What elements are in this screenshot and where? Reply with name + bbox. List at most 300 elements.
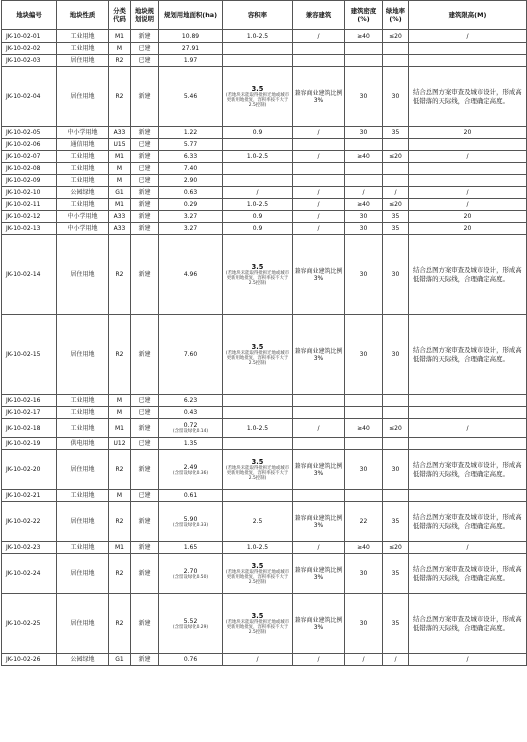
cell-far bbox=[223, 554, 293, 594]
cell-code: M bbox=[109, 175, 131, 187]
table-row bbox=[2, 163, 527, 175]
cell-id: JK-10-02-24 bbox=[2, 554, 57, 594]
cell-height: / bbox=[409, 30, 527, 43]
cell-nature: 居住用地 bbox=[57, 502, 109, 542]
cell-compat: / bbox=[293, 223, 345, 235]
cell-id: JK-10-02-26 bbox=[2, 654, 57, 666]
cell-code: U15 bbox=[109, 139, 131, 151]
cell-area: 2.90 bbox=[159, 175, 223, 187]
cell-far: / bbox=[223, 187, 293, 199]
cell-area: 7.60 bbox=[159, 315, 223, 395]
cell-far: 1.0-2.5 bbox=[223, 419, 293, 438]
area-note: (含留设绿化0.36) bbox=[172, 470, 209, 476]
cell-height: 结合总图方案审查及城市设计，形成高低错落的天际线，合理确定高度。 bbox=[409, 450, 527, 490]
cell-height: / bbox=[409, 542, 527, 554]
table-row bbox=[2, 450, 527, 490]
cell-code: G1 bbox=[109, 187, 131, 199]
far-note: (若地块未能取得批拆迁地或城市更新用地批复，容积率按不大于2.5控制) bbox=[225, 350, 290, 366]
cell-id: JK-10-02-19 bbox=[2, 438, 57, 450]
cell-nature: 居住用地 bbox=[57, 315, 109, 395]
cell-id: JK-10-02-13 bbox=[2, 223, 57, 235]
cell-status: 新建 bbox=[131, 211, 159, 223]
cell-status: 新建 bbox=[131, 30, 159, 43]
cell-status: 新建 bbox=[131, 187, 159, 199]
table-row bbox=[2, 554, 527, 594]
cell-area: 3.27 bbox=[159, 223, 223, 235]
cell-density: ≥40 bbox=[345, 151, 383, 163]
cell-code: R2 bbox=[109, 450, 131, 490]
header-category-code: 分类代码 bbox=[109, 1, 131, 30]
cell-far bbox=[223, 407, 293, 419]
cell-code: M bbox=[109, 395, 131, 407]
cell-height: / bbox=[409, 419, 527, 438]
cell-compat: 兼容商业建筑比例3% bbox=[293, 594, 345, 654]
cell-green bbox=[383, 395, 409, 407]
cell-id: JK-10-02-02 bbox=[2, 43, 57, 55]
cell-code: R2 bbox=[109, 502, 131, 542]
area-value: 2.70 bbox=[183, 567, 198, 575]
area-note: (含留设绿化0.33) bbox=[172, 522, 209, 528]
cell-height bbox=[409, 407, 527, 419]
cell-area: 1.65 bbox=[159, 542, 223, 554]
cell-density: 30 bbox=[345, 127, 383, 139]
cell-compat: / bbox=[293, 151, 345, 163]
cell-far: 0.9 bbox=[223, 211, 293, 223]
area-note: (含留设绿化0.14) bbox=[172, 429, 209, 434]
cell-code: M1 bbox=[109, 30, 131, 43]
cell-height: / bbox=[409, 199, 527, 211]
cell-compat bbox=[293, 175, 345, 187]
cell-status: 新建 bbox=[131, 542, 159, 554]
header-land-nature: 地块性质 bbox=[57, 1, 109, 30]
cell-nature: 中小学用地 bbox=[57, 223, 109, 235]
cell-nature: 工业用地 bbox=[57, 419, 109, 438]
cell-far bbox=[223, 450, 293, 490]
cell-area bbox=[159, 502, 223, 542]
cell-nature: 通信用地 bbox=[57, 139, 109, 151]
cell-nature: 工业用地 bbox=[57, 30, 109, 43]
cell-status: 已建 bbox=[131, 43, 159, 55]
cell-code: A33 bbox=[109, 211, 131, 223]
cell-far: 2.5 bbox=[223, 502, 293, 542]
cell-far bbox=[223, 43, 293, 55]
cell-status: 新建 bbox=[131, 199, 159, 211]
header-plot-id: 地块编号 bbox=[2, 1, 57, 30]
cell-area: 3.27 bbox=[159, 211, 223, 223]
cell-height: 结合总图方案审查及城市设计，形成高低错落的天际线，合理确定高度。 bbox=[409, 502, 527, 542]
cell-green: 30 bbox=[383, 315, 409, 395]
cell-nature: 居住用地 bbox=[57, 235, 109, 315]
cell-code: R2 bbox=[109, 235, 131, 315]
table-row bbox=[2, 223, 527, 235]
table-row bbox=[2, 502, 527, 542]
cell-green: ≤20 bbox=[383, 199, 409, 211]
cell-compat bbox=[293, 395, 345, 407]
cell-far bbox=[223, 490, 293, 502]
cell-status: 新建 bbox=[131, 450, 159, 490]
cell-height bbox=[409, 43, 527, 55]
cell-far bbox=[223, 163, 293, 175]
table-row bbox=[2, 175, 527, 187]
cell-height: / bbox=[409, 151, 527, 163]
cell-nature: 供电用地 bbox=[57, 438, 109, 450]
far-note: (若地块未能取得批拆迁地或城市更新用地批复，容积率按不大于2.5控制) bbox=[225, 569, 290, 585]
table-row bbox=[2, 542, 527, 554]
cell-nature: 工业用地 bbox=[57, 175, 109, 187]
table-row bbox=[2, 43, 527, 55]
cell-green bbox=[383, 438, 409, 450]
cell-id: JK-10-02-16 bbox=[2, 395, 57, 407]
cell-area bbox=[159, 419, 223, 438]
cell-compat bbox=[293, 139, 345, 151]
cell-far: 1.0-2.5 bbox=[223, 151, 293, 163]
cell-green bbox=[383, 43, 409, 55]
cell-compat bbox=[293, 163, 345, 175]
far-value: 3.5 bbox=[251, 84, 264, 93]
table-row bbox=[2, 187, 527, 199]
cell-area: 6.23 bbox=[159, 395, 223, 407]
cell-green bbox=[383, 407, 409, 419]
cell-height bbox=[409, 139, 527, 151]
table-row bbox=[2, 139, 527, 151]
cell-id: JK-10-02-25 bbox=[2, 594, 57, 654]
cell-compat: / bbox=[293, 654, 345, 666]
header-area: 规划用地面积(ha) bbox=[159, 1, 223, 30]
cell-id: JK-10-02-10 bbox=[2, 187, 57, 199]
cell-id: JK-10-02-06 bbox=[2, 139, 57, 151]
land-plot-table bbox=[1, 0, 527, 666]
far-note: (若地块未能取得批拆迁地或城市更新用地批复，容积率按不大于2.5控制) bbox=[225, 92, 290, 108]
cell-area: 0.43 bbox=[159, 407, 223, 419]
cell-height: 结合总图方案审查及城市设计，形成高低错落的天际线，合理确定高度。 bbox=[409, 67, 527, 127]
table-row bbox=[2, 235, 527, 315]
cell-nature: 工业用地 bbox=[57, 395, 109, 407]
cell-far bbox=[223, 315, 293, 395]
cell-id: JK-10-02-17 bbox=[2, 407, 57, 419]
cell-id: JK-10-02-12 bbox=[2, 211, 57, 223]
cell-density: 30 bbox=[345, 211, 383, 223]
cell-status: 已建 bbox=[131, 163, 159, 175]
cell-id: JK-10-02-09 bbox=[2, 175, 57, 187]
cell-density: ≥40 bbox=[345, 419, 383, 438]
cell-height: / bbox=[409, 187, 527, 199]
cell-green: ≤20 bbox=[383, 419, 409, 438]
cell-density bbox=[345, 438, 383, 450]
cell-far: / bbox=[223, 654, 293, 666]
cell-code: A33 bbox=[109, 223, 131, 235]
cell-code: R2 bbox=[109, 55, 131, 67]
cell-code: M bbox=[109, 407, 131, 419]
cell-green: 30 bbox=[383, 235, 409, 315]
cell-green: 30 bbox=[383, 67, 409, 127]
cell-status: 已建 bbox=[131, 139, 159, 151]
cell-area: 0.76 bbox=[159, 654, 223, 666]
header-far: 容积率 bbox=[223, 1, 293, 30]
cell-compat: 兼容商业建筑比例3% bbox=[293, 450, 345, 490]
cell-density bbox=[345, 175, 383, 187]
cell-density: ≥40 bbox=[345, 199, 383, 211]
cell-area: 27.91 bbox=[159, 43, 223, 55]
cell-code: M bbox=[109, 163, 131, 175]
cell-id: JK-10-02-05 bbox=[2, 127, 57, 139]
cell-status: 新建 bbox=[131, 502, 159, 542]
cell-nature: 居住用地 bbox=[57, 67, 109, 127]
cell-height bbox=[409, 395, 527, 407]
cell-area bbox=[159, 594, 223, 654]
table-row bbox=[2, 199, 527, 211]
cell-nature: 工业用地 bbox=[57, 163, 109, 175]
cell-code: M1 bbox=[109, 542, 131, 554]
cell-area: 6.33 bbox=[159, 151, 223, 163]
table-row bbox=[2, 490, 527, 502]
cell-density bbox=[345, 395, 383, 407]
cell-far bbox=[223, 438, 293, 450]
cell-nature: 公园绿地 bbox=[57, 654, 109, 666]
cell-code: R2 bbox=[109, 554, 131, 594]
cell-status: 已建 bbox=[131, 395, 159, 407]
area-value: 5.52 bbox=[183, 617, 198, 625]
cell-code: M1 bbox=[109, 419, 131, 438]
cell-density bbox=[345, 139, 383, 151]
cell-green: ≤20 bbox=[383, 151, 409, 163]
cell-far bbox=[223, 139, 293, 151]
cell-nature: 居住用地 bbox=[57, 55, 109, 67]
cell-nature: 工业用地 bbox=[57, 490, 109, 502]
cell-height bbox=[409, 55, 527, 67]
cell-id: JK-10-02-22 bbox=[2, 502, 57, 542]
cell-height: 20 bbox=[409, 127, 527, 139]
cell-area: 0.29 bbox=[159, 199, 223, 211]
cell-id: JK-10-02-20 bbox=[2, 450, 57, 490]
cell-density: 30 bbox=[345, 594, 383, 654]
cell-code: U12 bbox=[109, 438, 131, 450]
cell-far bbox=[223, 175, 293, 187]
table-row bbox=[2, 395, 527, 407]
cell-density bbox=[345, 490, 383, 502]
cell-area: 5.77 bbox=[159, 139, 223, 151]
header-height-limit: 建筑限高(M) bbox=[409, 1, 527, 30]
cell-nature: 公园绿地 bbox=[57, 187, 109, 199]
cell-green bbox=[383, 163, 409, 175]
cell-compat: 兼容商业建筑比例3% bbox=[293, 502, 345, 542]
cell-density: 30 bbox=[345, 235, 383, 315]
cell-nature: 工业用地 bbox=[57, 199, 109, 211]
cell-far bbox=[223, 594, 293, 654]
cell-status: 新建 bbox=[131, 151, 159, 163]
table-row bbox=[2, 315, 527, 395]
cell-code: M bbox=[109, 43, 131, 55]
cell-nature: 工业用地 bbox=[57, 542, 109, 554]
cell-code: G1 bbox=[109, 654, 131, 666]
cell-code: R2 bbox=[109, 315, 131, 395]
cell-green: 35 bbox=[383, 223, 409, 235]
table-row bbox=[2, 151, 527, 163]
cell-height: 结合总图方案审查及城市设计，形成高低错落的天际线，合理确定高度。 bbox=[409, 554, 527, 594]
cell-far bbox=[223, 235, 293, 315]
cell-height: 结合总图方案审查及城市设计，形成高低错落的天际线，合理确定高度。 bbox=[409, 594, 527, 654]
cell-height: 结合总图方案审查及城市设计，形成高低错落的天际线，合理确定高度。 bbox=[409, 235, 527, 315]
cell-nature: 工业用地 bbox=[57, 407, 109, 419]
cell-green: ≤20 bbox=[383, 542, 409, 554]
cell-status: 已建 bbox=[131, 438, 159, 450]
cell-height bbox=[409, 438, 527, 450]
cell-nature: 居住用地 bbox=[57, 554, 109, 594]
cell-compat: / bbox=[293, 419, 345, 438]
cell-compat: / bbox=[293, 542, 345, 554]
cell-green: 30 bbox=[383, 450, 409, 490]
cell-nature: 工业用地 bbox=[57, 151, 109, 163]
cell-area: 0.63 bbox=[159, 187, 223, 199]
far-value: 3.5 bbox=[251, 457, 264, 466]
cell-green: ≤20 bbox=[383, 30, 409, 43]
cell-height bbox=[409, 175, 527, 187]
cell-id: JK-10-02-14 bbox=[2, 235, 57, 315]
table-row bbox=[2, 407, 527, 419]
header-plan-status: 地块规划说明 bbox=[131, 1, 159, 30]
cell-nature: 居住用地 bbox=[57, 594, 109, 654]
cell-density: 30 bbox=[345, 450, 383, 490]
cell-far: 0.9 bbox=[223, 223, 293, 235]
cell-status: 新建 bbox=[131, 419, 159, 438]
table-row bbox=[2, 30, 527, 43]
cell-area: 1.22 bbox=[159, 127, 223, 139]
table-row bbox=[2, 67, 527, 127]
cell-green: 35 bbox=[383, 594, 409, 654]
cell-far bbox=[223, 67, 293, 127]
cell-status: 新建 bbox=[131, 594, 159, 654]
cell-id: JK-10-02-08 bbox=[2, 163, 57, 175]
cell-compat bbox=[293, 438, 345, 450]
cell-compat: 兼容商业建筑比例3% bbox=[293, 315, 345, 395]
cell-green: / bbox=[383, 654, 409, 666]
cell-status: 新建 bbox=[131, 223, 159, 235]
cell-status: 新建 bbox=[131, 235, 159, 315]
cell-compat bbox=[293, 43, 345, 55]
cell-code: R2 bbox=[109, 594, 131, 654]
table-header-row bbox=[2, 1, 527, 30]
table-row bbox=[2, 594, 527, 654]
cell-density: ≥40 bbox=[345, 542, 383, 554]
cell-id: JK-10-02-04 bbox=[2, 67, 57, 127]
area-note: (含留设绿化0.29) bbox=[172, 624, 209, 630]
cell-far bbox=[223, 55, 293, 67]
cell-area bbox=[159, 554, 223, 594]
cell-status: 新建 bbox=[131, 127, 159, 139]
cell-density bbox=[345, 407, 383, 419]
cell-id: JK-10-02-23 bbox=[2, 542, 57, 554]
cell-nature: 居住用地 bbox=[57, 450, 109, 490]
cell-height: / bbox=[409, 654, 527, 666]
cell-far bbox=[223, 395, 293, 407]
cell-density: ≥40 bbox=[345, 30, 383, 43]
cell-nature: 中小学用地 bbox=[57, 127, 109, 139]
cell-height: 结合总图方案审查及城市设计，形成高低错落的天际线，合理确定高度。 bbox=[409, 315, 527, 395]
cell-compat: 兼容商业建筑比例3% bbox=[293, 235, 345, 315]
cell-density: / bbox=[345, 654, 383, 666]
cell-far: 0.9 bbox=[223, 127, 293, 139]
cell-far: 1.0-2.5 bbox=[223, 199, 293, 211]
cell-status: 已建 bbox=[131, 55, 159, 67]
cell-id: JK-10-02-07 bbox=[2, 151, 57, 163]
cell-area: 1.35 bbox=[159, 438, 223, 450]
cell-id: JK-10-02-03 bbox=[2, 55, 57, 67]
cell-density bbox=[345, 43, 383, 55]
cell-density: / bbox=[345, 187, 383, 199]
cell-code: M1 bbox=[109, 151, 131, 163]
cell-area: 7.40 bbox=[159, 163, 223, 175]
cell-green bbox=[383, 55, 409, 67]
cell-density bbox=[345, 163, 383, 175]
cell-code: M bbox=[109, 490, 131, 502]
cell-area: 10.89 bbox=[159, 30, 223, 43]
far-note: (若地块未能取得批拆迁地或城市更新用地批复，容积率按不大于2.5控制) bbox=[225, 465, 290, 481]
header-green-ratio: 绿地率(%) bbox=[383, 1, 409, 30]
cell-density: 30 bbox=[345, 223, 383, 235]
cell-compat: / bbox=[293, 199, 345, 211]
cell-area: 0.61 bbox=[159, 490, 223, 502]
cell-compat bbox=[293, 407, 345, 419]
cell-status: 新建 bbox=[131, 654, 159, 666]
cell-green: 35 bbox=[383, 127, 409, 139]
cell-status: 已建 bbox=[131, 407, 159, 419]
cell-green: 35 bbox=[383, 554, 409, 594]
cell-status: 新建 bbox=[131, 67, 159, 127]
far-value: 3.5 bbox=[251, 611, 264, 620]
cell-id: JK-10-02-18 bbox=[2, 419, 57, 438]
cell-compat: / bbox=[293, 211, 345, 223]
table-row bbox=[2, 127, 527, 139]
cell-height: 20 bbox=[409, 223, 527, 235]
cell-compat bbox=[293, 55, 345, 67]
table-row bbox=[2, 438, 527, 450]
cell-code: M1 bbox=[109, 199, 131, 211]
cell-status: 新建 bbox=[131, 554, 159, 594]
cell-far: 1.0-2.5 bbox=[223, 542, 293, 554]
cell-green bbox=[383, 175, 409, 187]
cell-status: 已建 bbox=[131, 175, 159, 187]
cell-height bbox=[409, 163, 527, 175]
cell-compat bbox=[293, 490, 345, 502]
cell-area: 5.46 bbox=[159, 67, 223, 127]
cell-nature: 工业用地 bbox=[57, 43, 109, 55]
cell-status: 已建 bbox=[131, 490, 159, 502]
far-value: 3.5 bbox=[251, 342, 264, 351]
cell-density bbox=[345, 55, 383, 67]
cell-compat: 兼容商业建筑比例3% bbox=[293, 554, 345, 594]
cell-green bbox=[383, 139, 409, 151]
far-note: (若地块未能取得批拆迁地或城市更新用地批复，容积率按不大于2.5控制) bbox=[225, 270, 290, 286]
cell-id: JK-10-02-11 bbox=[2, 199, 57, 211]
cell-code: A33 bbox=[109, 127, 131, 139]
cell-density: 30 bbox=[345, 315, 383, 395]
cell-green: 35 bbox=[383, 211, 409, 223]
cell-green: / bbox=[383, 187, 409, 199]
far-note: (若地块未能取得批拆迁地或城市更新用地批复，容积率按不大于2.5控制) bbox=[225, 619, 290, 635]
cell-compat: / bbox=[293, 187, 345, 199]
table-row bbox=[2, 654, 527, 666]
header-building-density: 建筑密度(%) bbox=[345, 1, 383, 30]
cell-id: JK-10-02-21 bbox=[2, 490, 57, 502]
cell-code: R2 bbox=[109, 67, 131, 127]
table-row bbox=[2, 419, 527, 438]
cell-compat: / bbox=[293, 127, 345, 139]
cell-far: 1.0-2.5 bbox=[223, 30, 293, 43]
cell-height: 20 bbox=[409, 211, 527, 223]
cell-density: 30 bbox=[345, 67, 383, 127]
table-row bbox=[2, 211, 527, 223]
area-note: (含留设绿化0.50) bbox=[172, 574, 209, 580]
cell-id: JK-10-02-15 bbox=[2, 315, 57, 395]
